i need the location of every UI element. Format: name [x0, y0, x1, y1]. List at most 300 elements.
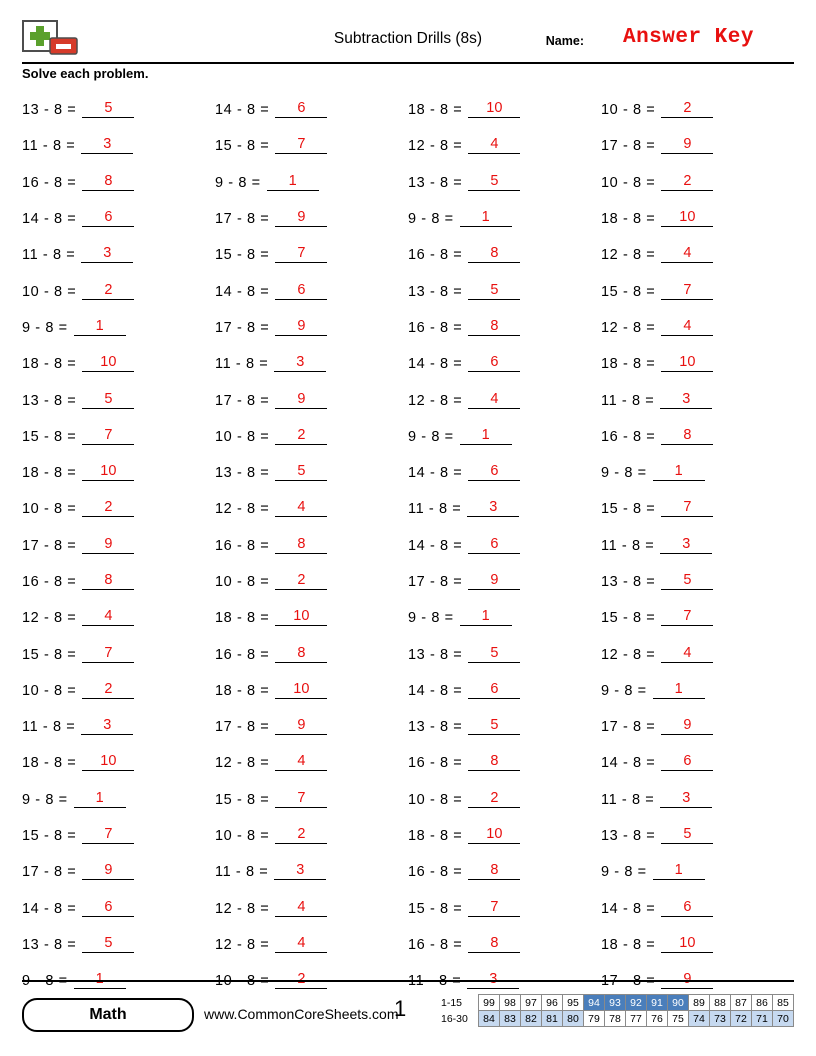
problem-answer[interactable]: 9	[661, 717, 713, 735]
problem-expression: 16 - 8 =	[408, 864, 463, 881]
problem-expression: 18 - 8 =	[22, 755, 77, 772]
problem-expression: 18 - 8 =	[22, 356, 77, 373]
problem-item	[22, 528, 215, 564]
problem-expression: 15 - 8 =	[22, 828, 77, 845]
problem-item	[601, 528, 794, 564]
problem-answer[interactable]: 7	[661, 608, 713, 626]
problem-expression: 17 - 8 =	[601, 973, 656, 990]
problem-answer[interactable]: 6	[82, 209, 134, 227]
problem-expression: 14 - 8 =	[408, 465, 463, 482]
problem-answer[interactable]: 6	[468, 536, 520, 554]
problem-answer[interactable]: 4	[275, 753, 327, 771]
problem-item	[408, 346, 601, 382]
problem-item	[408, 854, 601, 890]
problem-expression: 12 - 8 =	[215, 936, 270, 953]
problem-expression: 14 - 8 =	[408, 682, 463, 699]
problem-answer[interactable]: 6	[661, 899, 713, 917]
scale-row	[441, 995, 794, 1011]
scale-cell: 85	[773, 995, 794, 1011]
scale-cell: 70	[773, 1011, 794, 1027]
problem-item	[215, 128, 408, 164]
problem-item	[601, 745, 794, 781]
footer-divider	[22, 980, 794, 982]
problem-answer[interactable]: 5	[82, 935, 134, 953]
problem-answer[interactable]: 1	[653, 862, 705, 880]
problem-answer[interactable]: 1	[653, 681, 705, 699]
problem-item	[408, 455, 601, 491]
problem-answer[interactable]: 1	[460, 608, 512, 626]
problem-answer[interactable]: 2	[275, 826, 327, 844]
problem-item	[601, 165, 794, 201]
problem-expression: 14 - 8 =	[215, 283, 270, 300]
problem-expression: 10 - 8 =	[22, 501, 77, 518]
problem-answer[interactable]: 5	[468, 173, 520, 191]
problem-item	[215, 673, 408, 709]
problem-expression: 11 - 8 =	[601, 791, 655, 808]
problem-expression: 16 - 8 =	[215, 537, 270, 554]
problem-expression: 9 - 8 =	[601, 864, 647, 881]
scale-cell: 74	[689, 1011, 710, 1027]
problem-answer[interactable]: 1	[74, 318, 126, 336]
problem-item	[22, 273, 215, 309]
problem-item	[408, 600, 601, 636]
problem-item	[22, 782, 215, 818]
problem-expression: 13 - 8 =	[408, 283, 463, 300]
problem-expression: 11 - 8 =	[22, 138, 76, 155]
problem-answer[interactable]: 2	[275, 971, 327, 989]
problem-answer[interactable]: 8	[468, 935, 520, 953]
problem-expression: 17 - 8 =	[22, 537, 77, 554]
problem-item	[408, 636, 601, 672]
problem-expression: 13 - 8 =	[22, 392, 77, 409]
problem-expression: 17 - 8 =	[215, 719, 270, 736]
problem-item	[601, 564, 794, 600]
problem-answer[interactable]: 1	[267, 173, 319, 191]
problem-answer[interactable]: 9	[275, 209, 327, 227]
problem-item	[601, 237, 794, 273]
problem-answer[interactable]: 2	[468, 790, 520, 808]
problem-answer[interactable]: 2	[82, 282, 134, 300]
problem-expression: 16 - 8 =	[408, 319, 463, 336]
problem-answer[interactable]: 4	[275, 499, 327, 517]
problem-answer[interactable]: 1	[74, 971, 126, 989]
scale-cell: 98	[500, 995, 521, 1011]
problem-answer[interactable]: 3	[81, 136, 133, 154]
problem-answer[interactable]: 9	[275, 717, 327, 735]
problem-answer[interactable]: 6	[468, 463, 520, 481]
problem-answer[interactable]: 7	[82, 826, 134, 844]
problem-expression: 9 - 8 =	[215, 174, 261, 191]
problem-item	[408, 419, 601, 455]
problem-expression: 9 - 8 =	[22, 973, 68, 990]
problem-expression: 11 - 8 =	[601, 537, 655, 554]
problem-item	[22, 237, 215, 273]
problem-expression: 9 - 8 =	[408, 211, 454, 228]
problem-expression: 14 - 8 =	[601, 755, 656, 772]
scale-cell: 86	[752, 995, 773, 1011]
problem-answer[interactable]: 10	[275, 681, 327, 699]
problem-item	[215, 600, 408, 636]
problem-answer[interactable]: 3	[467, 499, 519, 517]
problem-expression: 10 - 8 =	[22, 283, 77, 300]
problem-expression: 10 - 8 =	[215, 973, 270, 990]
scale-cell: 76	[647, 1011, 668, 1027]
scale-cell: 73	[710, 1011, 731, 1027]
problem-expression: 17 - 8 =	[215, 211, 270, 228]
scale-cell: 95	[563, 995, 584, 1011]
scale-cell: 72	[731, 1011, 752, 1027]
problem-item	[408, 818, 601, 854]
scale-cell: 87	[731, 995, 752, 1011]
problem-answer[interactable]: 3	[660, 790, 712, 808]
problem-answer[interactable]: 5	[468, 645, 520, 663]
scale-cell: 94	[584, 995, 605, 1011]
problem-expression: 13 - 8 =	[22, 936, 77, 953]
problem-item	[215, 709, 408, 745]
subject-badge: Math	[22, 998, 194, 1032]
problem-answer[interactable]: 2	[275, 427, 327, 445]
problem-answer[interactable]: 7	[275, 245, 327, 263]
problem-item	[22, 382, 215, 418]
problem-expression: 10 - 8 =	[22, 682, 77, 699]
scale-cell: 99	[479, 995, 500, 1011]
problem-item	[22, 419, 215, 455]
problem-item	[408, 273, 601, 309]
problem-expression: 10 - 8 =	[601, 102, 656, 119]
problem-answer[interactable]: 8	[468, 245, 520, 263]
problem-expression: 11 - 8 =	[601, 392, 655, 409]
problem-answer[interactable]: 2	[275, 572, 327, 590]
problem-answer[interactable]: 4	[275, 935, 327, 953]
problem-expression: 11 - 8 =	[22, 719, 76, 736]
problem-answer[interactable]: 7	[468, 899, 520, 917]
problem-item	[22, 455, 215, 491]
problem-item	[22, 927, 215, 963]
scale-cell: 78	[605, 1011, 626, 1027]
problem-answer[interactable]: 3	[467, 971, 519, 989]
problem-expression: 17 - 8 =	[215, 319, 270, 336]
problem-answer[interactable]: 4	[468, 136, 520, 154]
problem-answer[interactable]: 8	[275, 536, 327, 554]
instructions-text: Solve each problem.	[22, 66, 149, 81]
problem-expression: 15 - 8 =	[601, 610, 656, 627]
problem-answer[interactable]: 10	[82, 463, 134, 481]
problem-answer[interactable]: 6	[468, 681, 520, 699]
problem-expression: 10 - 8 =	[601, 174, 656, 191]
problem-item	[408, 201, 601, 237]
problem-item	[601, 310, 794, 346]
problem-answer[interactable]: 8	[275, 645, 327, 663]
problem-answer[interactable]: 3	[660, 391, 712, 409]
problem-answer[interactable]: 7	[82, 427, 134, 445]
problem-answer[interactable]: 6	[661, 753, 713, 771]
problem-answer[interactable]: 1	[460, 427, 512, 445]
scale-cell: 97	[521, 995, 542, 1011]
problem-item	[408, 564, 601, 600]
problem-item	[408, 310, 601, 346]
problem-answer[interactable]: 5	[661, 826, 713, 844]
worksheet-footer	[22, 988, 794, 1042]
problem-answer[interactable]: 6	[82, 899, 134, 917]
problem-answer[interactable]: 9	[661, 971, 713, 989]
scale-cell: 75	[668, 1011, 689, 1027]
problem-expression: 12 - 8 =	[22, 610, 77, 627]
problem-item	[408, 92, 601, 128]
problem-item	[215, 818, 408, 854]
problem-answer[interactable]: 5	[661, 572, 713, 590]
problem-answer[interactable]: 10	[661, 935, 713, 953]
scale-row	[441, 1011, 794, 1027]
problem-expression: 13 - 8 =	[408, 719, 463, 736]
problem-answer[interactable]: 1	[74, 790, 126, 808]
problem-item	[22, 673, 215, 709]
problem-expression: 16 - 8 =	[22, 574, 77, 590]
problem-answer[interactable]: 9	[82, 536, 134, 554]
problem-answer[interactable]: 5	[468, 717, 520, 735]
problem-item	[601, 854, 794, 890]
problem-answer[interactable]: 7	[275, 790, 327, 808]
problem-item	[22, 92, 215, 128]
problem-item	[601, 273, 794, 309]
problem-expression: 11 - 8 =	[22, 247, 76, 264]
problem-item	[408, 382, 601, 418]
problem-answer[interactable]: 8	[468, 862, 520, 880]
problem-item	[215, 382, 408, 418]
problem-expression: 15 - 8 =	[215, 138, 270, 155]
problem-expression: 12 - 8 =	[601, 319, 656, 336]
problem-answer[interactable]: 10	[82, 354, 134, 372]
problem-answer[interactable]: 2	[82, 681, 134, 699]
problem-item	[22, 854, 215, 890]
problem-expression: 12 - 8 =	[215, 755, 270, 772]
problem-item	[601, 382, 794, 418]
header-divider	[22, 62, 794, 64]
problem-expression: 13 - 8 =	[22, 102, 77, 119]
scale-cell: 92	[626, 995, 647, 1011]
grading-scale-table	[441, 994, 794, 1027]
problem-item	[22, 564, 215, 600]
problem-answer[interactable]: 5	[275, 463, 327, 481]
problem-answer[interactable]: 8	[468, 753, 520, 771]
scale-cell: 82	[521, 1011, 542, 1027]
problem-answer[interactable]: 9	[82, 862, 134, 880]
problem-answer[interactable]: 3	[81, 717, 133, 735]
problem-item	[601, 673, 794, 709]
website-link[interactable]: www.CommonCoreSheets.com	[204, 1006, 399, 1022]
problem-item	[408, 782, 601, 818]
problem-item	[215, 310, 408, 346]
problem-expression: 16 - 8 =	[408, 936, 463, 953]
problem-expression: 18 - 8 =	[601, 211, 656, 228]
problem-answer[interactable]: 4	[275, 899, 327, 917]
problem-item	[408, 891, 601, 927]
problem-answer[interactable]: 10	[468, 826, 520, 844]
problem-item	[22, 128, 215, 164]
answer-key-label: Answer Key	[622, 26, 754, 49]
problem-item	[215, 782, 408, 818]
problem-expression: 9 - 8 =	[601, 465, 647, 482]
problem-expression: 14 - 8 =	[22, 211, 77, 228]
problem-item	[601, 600, 794, 636]
problem-expression: 13 - 8 =	[601, 574, 656, 590]
name-label: Name:	[545, 34, 584, 48]
problem-expression: 16 - 8 =	[408, 247, 463, 264]
problem-answer[interactable]: 3	[81, 245, 133, 263]
problem-answer[interactable]: 6	[468, 354, 520, 372]
problem-expression: 18 - 8 =	[215, 682, 270, 699]
scale-cell: 80	[563, 1011, 584, 1027]
problem-expression: 10 - 8 =	[408, 791, 463, 808]
problem-expression: 17 - 8 =	[22, 864, 77, 881]
problem-answer[interactable]: 10	[275, 608, 327, 626]
problem-answer[interactable]: 10	[468, 100, 520, 118]
problem-item	[408, 528, 601, 564]
problem-item	[601, 455, 794, 491]
problem-expression: 17 - 8 =	[601, 138, 656, 155]
problem-item	[215, 927, 408, 963]
problem-expression: 12 - 8 =	[215, 501, 270, 518]
problem-expression: 18 - 8 =	[215, 610, 270, 627]
worksheet-header	[22, 18, 794, 81]
problem-item	[601, 891, 794, 927]
problem-item	[22, 636, 215, 672]
problem-answer[interactable]: 9	[275, 391, 327, 409]
problem-expression: 11 - 8 =	[215, 356, 269, 373]
problem-expression: 14 - 8 =	[408, 537, 463, 554]
problem-expression: 14 - 8 =	[408, 356, 463, 373]
problem-item	[215, 237, 408, 273]
problem-answer[interactable]: 4	[82, 608, 134, 626]
problem-answer[interactable]: 6	[275, 100, 327, 118]
scale-cell: 77	[626, 1011, 647, 1027]
problem-expression: 13 - 8 =	[408, 646, 463, 663]
problem-item	[215, 346, 408, 382]
problem-answer[interactable]: 10	[661, 209, 713, 227]
scale-cell: 83	[500, 1011, 521, 1027]
problem-item	[601, 419, 794, 455]
problem-answer[interactable]: 6	[275, 282, 327, 300]
problem-expression: 10 - 8 =	[215, 428, 270, 445]
problem-answer[interactable]: 9	[275, 318, 327, 336]
problem-expression: 10 - 8 =	[215, 574, 270, 590]
problem-answer[interactable]: 4	[661, 318, 713, 336]
problem-item	[215, 419, 408, 455]
problem-expression: 14 - 8 =	[601, 900, 656, 917]
scale-cell: 90	[668, 995, 689, 1011]
problem-item	[215, 201, 408, 237]
problem-answer[interactable]: 9	[468, 572, 520, 590]
problem-expression: 15 - 8 =	[22, 646, 77, 663]
problem-answer[interactable]: 3	[274, 354, 326, 372]
problem-item	[22, 745, 215, 781]
problem-item	[408, 128, 601, 164]
problem-answer[interactable]: 8	[82, 572, 134, 590]
problem-item	[601, 927, 794, 963]
scale-cell: 89	[689, 995, 710, 1011]
problem-expression: 13 - 8 =	[601, 828, 656, 845]
problem-expression: 10 - 8 =	[215, 828, 270, 845]
problem-answer[interactable]: 5	[468, 282, 520, 300]
problem-answer[interactable]: 9	[661, 136, 713, 154]
problem-expression: 18 - 8 =	[22, 465, 77, 482]
problem-expression: 15 - 8 =	[215, 247, 270, 264]
problem-answer[interactable]: 7	[661, 282, 713, 300]
problem-answer[interactable]: 5	[82, 391, 134, 409]
problem-item	[215, 273, 408, 309]
problem-item	[215, 528, 408, 564]
problem-expression: 9 - 8 =	[601, 682, 647, 699]
problem-item	[215, 491, 408, 527]
problem-answer[interactable]: 3	[660, 536, 712, 554]
problem-expression: 16 - 8 =	[408, 755, 463, 772]
problem-expression: 14 - 8 =	[215, 102, 270, 119]
problem-item	[408, 709, 601, 745]
problem-item	[408, 491, 601, 527]
problem-expression: 18 - 8 =	[408, 828, 463, 845]
problem-expression: 14 - 8 =	[22, 900, 77, 917]
problem-item	[22, 600, 215, 636]
problem-item	[22, 818, 215, 854]
problem-item	[408, 745, 601, 781]
problem-answer[interactable]: 4	[661, 645, 713, 663]
problem-expression: 12 - 8 =	[215, 900, 270, 917]
problem-expression: 18 - 8 =	[408, 102, 463, 119]
problem-item	[215, 165, 408, 201]
problem-item	[601, 201, 794, 237]
problem-answer[interactable]: 7	[661, 499, 713, 517]
problem-answer[interactable]: 7	[82, 645, 134, 663]
problem-expression: 16 - 8 =	[215, 646, 270, 663]
problem-answer[interactable]: 10	[82, 753, 134, 771]
problem-answer[interactable]: 10	[661, 354, 713, 372]
problem-expression: 15 - 8 =	[215, 791, 270, 808]
problem-item	[601, 346, 794, 382]
problem-expression: 9 - 8 =	[408, 610, 454, 627]
problem-answer[interactable]: 1	[653, 463, 705, 481]
problem-expression: 11 - 8 =	[215, 864, 269, 881]
problem-expression: 15 - 8 =	[601, 283, 656, 300]
problem-expression: 12 - 8 =	[601, 247, 656, 264]
problem-expression: 15 - 8 =	[22, 428, 77, 445]
problem-answer[interactable]: 2	[82, 499, 134, 517]
problem-item	[215, 92, 408, 128]
problem-answer[interactable]: 8	[468, 318, 520, 336]
scale-cell: 88	[710, 995, 731, 1011]
problem-item	[601, 636, 794, 672]
problem-answer[interactable]: 8	[82, 173, 134, 191]
problem-answer[interactable]: 5	[82, 100, 134, 118]
problem-item	[22, 491, 215, 527]
problem-item	[215, 891, 408, 927]
problem-item	[215, 854, 408, 890]
problem-item	[215, 455, 408, 491]
problem-answer[interactable]: 7	[275, 136, 327, 154]
problem-answer[interactable]: 1	[460, 209, 512, 227]
problem-answer[interactable]: 8	[661, 427, 713, 445]
problem-item	[215, 745, 408, 781]
scale-cell: 91	[647, 995, 668, 1011]
problem-item	[601, 92, 794, 128]
problem-expression: 11 - 8 =	[408, 973, 462, 990]
problem-answer[interactable]: 2	[661, 173, 713, 191]
scale-row-label: 16-30	[441, 1011, 479, 1027]
problem-answer[interactable]: 2	[661, 100, 713, 118]
problem-item	[408, 165, 601, 201]
problem-answer[interactable]: 4	[468, 391, 520, 409]
problem-answer[interactable]: 4	[661, 245, 713, 263]
problem-answer[interactable]: 3	[274, 862, 326, 880]
problem-expression: 17 - 8 =	[408, 574, 463, 590]
